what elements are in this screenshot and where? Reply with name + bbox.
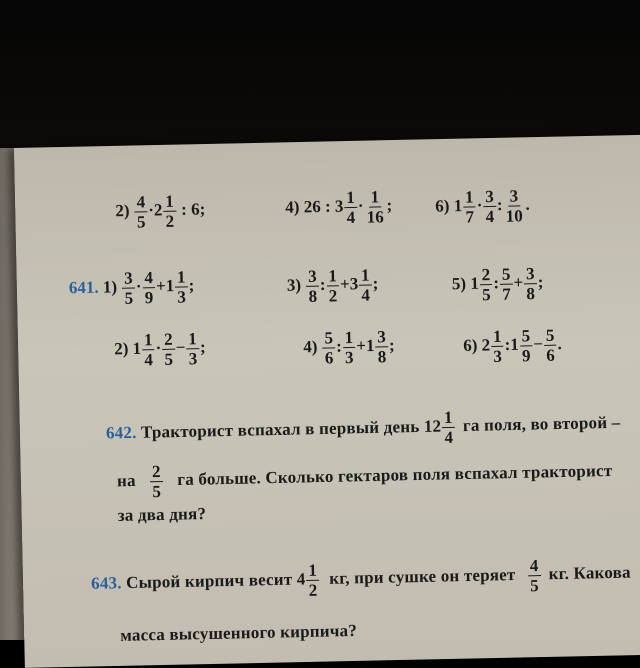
fraction: $\frac{1}{2}$ xyxy=(165,191,175,231)
expr-641-4: 4) $\frac{5}{6}$ : $\frac{1}{3}$ +1 $\frac{3}{8}$ ; xyxy=(303,327,395,368)
problem-642-line1: 642. Тракторист вспахал в первый день 12 $\frac{1}{4}$ га поля, во второй – xyxy=(105,407,621,448)
problem-number: 643. xyxy=(90,573,122,593)
expr-641-6: 6) 2 $\frac{1}{3}$ :1 $\frac{5}{9}$ − $\frac{5}{6}$ . xyxy=(463,325,562,367)
problem-number: 642. xyxy=(105,422,137,443)
expr-641-5: 5) 1 $\frac{2}{5}$ : $\frac{5}{7}$ + $\frac{3}{8}$ ; xyxy=(451,264,544,305)
expr-641-1: 641. 1) $\frac{3}{5}$ · $\frac{4}{9}$ +1 $\frac{1}{3}$ ; xyxy=(68,267,195,308)
expr-6-top: 6) 1 $\frac{1}{7}$ · $\frac{3}{4}$ : $\frac{3}{10}$ . xyxy=(435,186,531,227)
expr-4-top: 4) 26 : 3 $\frac{1}{4}$ · $\frac{1}{16}$ ; xyxy=(285,187,393,228)
problem-642-line2: на $\frac{2}{5}$ га больше. Сколько гектаров поля вспахал тракторист xyxy=(116,460,613,502)
problem-643-line1: 643. Сырой кирпич весит 4 $\frac{1}{2}$ кг, при сушке он теряет $\frac{4}{5}$ кг. Какова xyxy=(90,556,631,600)
problem-642-line3: за два дня? xyxy=(117,504,207,525)
fraction: $\frac{4}{5}$ xyxy=(136,192,146,232)
dark-background xyxy=(0,0,640,152)
problem-number: 641. xyxy=(68,277,99,298)
expr-641-3: 3) $\frac{3}{8}$ : $\frac{1}{2}$ +3 $\frac{1}{4}$ ; xyxy=(286,265,379,306)
textbook-page xyxy=(14,135,640,668)
item-label: 2) xyxy=(115,201,130,221)
expr-2-top: 2) $\frac{4}{5}$ ·2 $\frac{1}{2}$ : 6; xyxy=(115,191,206,232)
expr-641-2: 2) 1 $\frac{1}{4}$ · $\frac{2}{5}$ − $\frac{1}{3}$ ; xyxy=(114,329,206,370)
problem-643-line2: масса высушенного кирпича? xyxy=(120,620,358,645)
